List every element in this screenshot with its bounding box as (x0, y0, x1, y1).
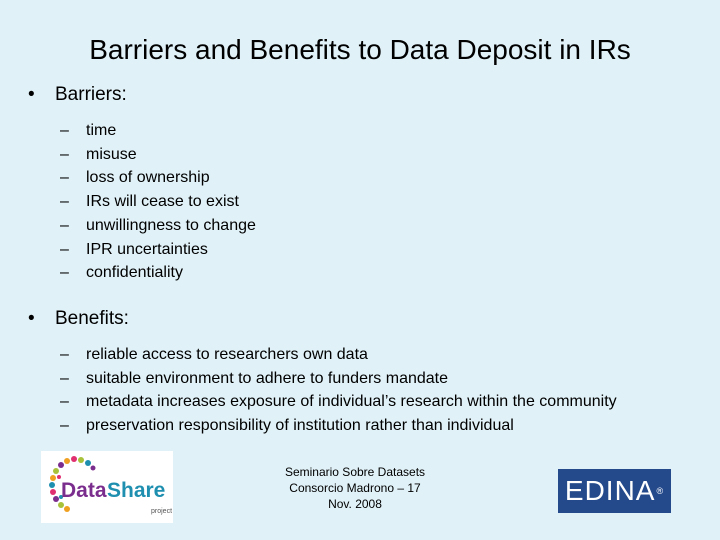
benefits-heading-label: Benefits: (55, 308, 129, 329)
dash-marker: – (60, 169, 69, 187)
benefit-text: preservation responsibility of institution rather than individual (86, 417, 514, 435)
barrier-text: unwillingness to change (86, 216, 256, 234)
benefit-text: reliable access to researchers own data (86, 346, 368, 363)
dash-marker: – (60, 240, 69, 258)
dash-marker: – (60, 369, 69, 387)
dash-marker: – (60, 193, 69, 211)
barrier-text: IPR uncertainties (86, 240, 208, 258)
benefits-heading (28, 307, 129, 331)
barriers-heading-label: Barriers: (55, 84, 127, 105)
slide-title: Barriers and Benefits to Data Deposit in IRs (89, 34, 631, 65)
barriers-list (60, 119, 256, 285)
datashare-logo (41, 451, 173, 523)
footer-line-1: Seminario Sobre Datasets (284, 465, 426, 479)
edina-wordmark: EDINA (564, 475, 656, 506)
list-item (60, 367, 617, 391)
list-item (60, 390, 617, 414)
datashare-wordmark-share: Share (107, 479, 166, 502)
list-item (60, 414, 617, 438)
dash-marker: – (60, 122, 69, 139)
barrier-text: confidentiality (86, 264, 183, 282)
benefit-text: suitable environment to adhere to funders mandate (86, 369, 449, 387)
list-item (60, 238, 256, 262)
footer-line-2: Consorcio Madrono – 17 (289, 481, 421, 495)
bullet-marker: • (28, 84, 35, 105)
list-item (60, 166, 256, 190)
barriers-heading (28, 83, 127, 107)
slide-footer (255, 464, 455, 512)
barrier-text: loss of ownership (86, 169, 210, 187)
benefit-text: metadata increases exposure of individual’s research within the community (86, 393, 617, 411)
datashare-logo-graphic (41, 451, 173, 523)
list-item (60, 119, 256, 143)
registered-mark-icon: ® (656, 486, 665, 496)
datashare-wordmark-project: project (151, 508, 173, 515)
edina-logo (558, 469, 671, 513)
barrier-text: time (86, 122, 117, 139)
dash-marker: – (60, 393, 69, 411)
datashare-wordmark-data: Data (61, 479, 107, 502)
dash-marker: – (60, 216, 69, 234)
footer-line-3: Nov. 2008 (328, 497, 382, 511)
benefits-list (60, 343, 617, 438)
dash-marker: – (60, 346, 69, 363)
list-item (60, 343, 617, 367)
dash-marker: – (60, 145, 69, 163)
list-item (60, 214, 256, 238)
list-item (60, 190, 256, 214)
barrier-text: IRs will cease to exist (86, 193, 239, 211)
dash-marker: – (60, 417, 69, 435)
barrier-text: misuse (86, 145, 137, 163)
list-item (60, 143, 256, 167)
list-item (60, 261, 256, 285)
bullet-marker: • (28, 308, 35, 329)
dash-marker: – (60, 264, 69, 282)
